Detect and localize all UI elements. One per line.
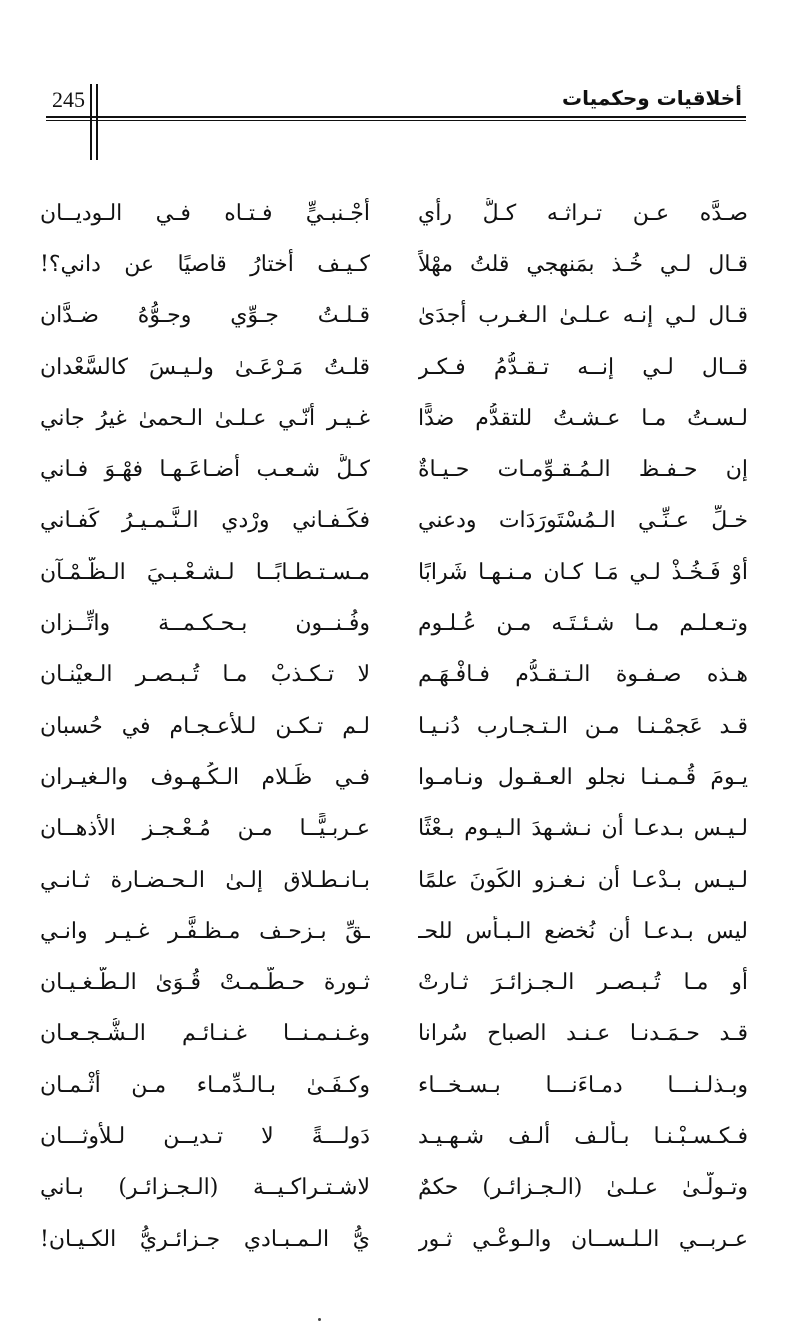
verse-second-hemistich: مـسـتـطـابًــا لـشـعْـبـيَ الـظَّـمْـآن	[40, 559, 370, 585]
verse-second-hemistich: قلـتُ مَـرْعَـىٰ ولـيـسَ كالسَّعْدان	[40, 354, 370, 380]
verse-row	[40, 1111, 748, 1162]
verse-second-hemistich: كـيـف أختارُ قاصيًا عن داني؟!	[40, 251, 370, 277]
verse-first-hemistich: لـيـس بـدْعـا أن نـغـزو الكَونَ علمًا	[418, 867, 748, 893]
verse-second-hemistich: وغـنـمـنــا غـنـائـم الـشُّـجـعـان	[40, 1021, 370, 1047]
verse-first-hemistich: إن حـفـظ الـمُـقـوِّمـات حـيـاةٌ	[418, 457, 748, 483]
verse-row	[40, 650, 748, 701]
header-rule-thin	[46, 120, 746, 121]
verse-second-hemistich: وكـفَـىٰ بـالـدِّمـاء مـن أثْـمـان	[40, 1072, 370, 1098]
verse-first-hemistich: لـيـس بـدعـا أن نـشـهدَ الـيـوم بـعْثًا	[418, 816, 748, 842]
verse-row	[40, 701, 748, 752]
verse-row	[40, 393, 748, 444]
page-number: 245	[52, 87, 85, 112]
verse-second-hemistich: قـلـتُ جـوِّي وجـوُّهُ ضـدَّان	[40, 303, 370, 329]
verse-first-hemistich: قـد عَجمْـنـا مـن الـتـجـارب دُنـيـا	[418, 713, 748, 739]
verse-second-hemistich: لاشـتـراكـيــة (الـجـزائـر) بـاني	[40, 1175, 370, 1201]
verse-second-hemistich: وفُـنــون بـحـكـمــة واتِّــزان	[40, 611, 370, 637]
verse-first-hemistich: قـال لـي إنـه عـلـىٰ الـغـرب أجدَىٰ	[418, 303, 748, 329]
verse-row	[40, 291, 748, 342]
verse-row	[40, 188, 748, 239]
verse-row	[40, 906, 748, 957]
verse-first-hemistich: لـسـتُ مـا عـشـتُ للتقدُّم ضدًّا	[418, 405, 748, 431]
verse-row	[40, 1214, 748, 1265]
verse-row	[40, 496, 748, 547]
verse-first-hemistich: خـلِّ عـنِّـي الـمُسْتَورَدَات ودعني	[418, 508, 748, 534]
verse-first-hemistich: هـذه صـفـوة الـتـقـدُّم فـافْـهَـم	[418, 662, 748, 688]
running-header: أخلاقيات وحكميات	[562, 86, 742, 110]
verse-second-hemistich: كـلُّ شـعـب أضـاعَـهـا فهْـوَ فـاني	[40, 457, 370, 483]
verse-first-hemistich: قــال لـي إنــه تـقـدُّمُ فـكـر	[418, 354, 748, 380]
header-vertical-rule-right	[96, 84, 98, 160]
verse-second-hemistich: فـي ظَـلام الـكُـهـوف والـغيـران	[40, 764, 370, 790]
verse-first-hemistich: ليس بـدعـا أن نُخضع الـبـأس للحـ	[418, 918, 748, 944]
verse-second-hemistich: أجْـنبـيٍّ فـتـاه فـي الـوديــان	[40, 200, 370, 226]
header-vertical-rule-left	[90, 84, 92, 160]
verse-row	[40, 1060, 748, 1111]
verse-first-hemistich: صـدَّه عـن تـراثـه كـلُّ رأي	[418, 200, 748, 226]
verse-first-hemistich: يـومَ قُـمـنـا نجلو العـقـول ونـامـوا	[418, 764, 748, 790]
verse-row	[40, 957, 748, 1008]
verse-first-hemistich: قـال لـي خُـذ بمَنهجي قلتُ مهْلاً	[418, 251, 748, 277]
verse-row	[40, 1163, 748, 1214]
poem-body	[40, 188, 748, 1265]
verse-row	[40, 804, 748, 855]
verse-first-hemistich: عـربــي الـلـســان والـوعْـي ثـور	[418, 1226, 748, 1252]
page-speck	[318, 1318, 321, 1321]
verse-row	[40, 855, 748, 906]
verse-second-hemistich: لا تـكـذبْ مـا تُـبـصـر الـعيْنـان	[40, 662, 370, 688]
verse-second-hemistich: يُّ الـمـبـادي جـزائـريُّ الكـيـان!	[40, 1226, 370, 1252]
verse-first-hemistich: فـكـسـبْـنـا بـألـف ألـف شـهـيـد	[418, 1123, 748, 1149]
verse-row	[40, 239, 748, 290]
verse-first-hemistich: وتـولَّـىٰ عـلـىٰ (الـجـزائـر) حكمٌ	[418, 1175, 748, 1201]
verse-second-hemistich: ـقِّ بـزحـف مـظـفَّـر غـيـر وانـي	[40, 918, 370, 944]
verse-row	[40, 752, 748, 803]
verse-second-hemistich: غـيـر أنّـي عـلـىٰ الـحمىٰ غيرُ جاني	[40, 405, 370, 431]
verse-row	[40, 444, 748, 495]
verse-first-hemistich: أو مـا تُـبـصـر الـجـزائـرَ ثـارتْ	[418, 970, 748, 996]
verse-first-hemistich: وبـذلـنـــا دمـاءَنـــا بـسـخــاء	[418, 1072, 748, 1098]
verse-row	[40, 1009, 748, 1060]
verse-second-hemistich: عـربـيًّــا مـن مُـعْـجـز الأذهــان	[40, 816, 370, 842]
verse-second-hemistich: دَولـــةً لا تـديــن لـلأوثـــان	[40, 1123, 370, 1149]
verse-first-hemistich: قـد حـمَـدنـا عـنـد الصباح سُرانا	[418, 1021, 748, 1047]
verse-row	[40, 342, 748, 393]
verse-first-hemistich: أوْ فَـخُـذْ لـي مَـا كـان مـنـهـا شَرابًا	[418, 559, 748, 585]
header-rule	[46, 116, 746, 118]
verse-second-hemistich: لـم تـكـن لـلأعـجـام في حُسبان	[40, 713, 370, 739]
verse-second-hemistich: بـانـطـلاق إلـىٰ الـحـضـارة ثـانـي	[40, 867, 370, 893]
verse-row	[40, 598, 748, 649]
verse-first-hemistich: وتـعـلـم مـا شـئـتَـه مـن عُـلـوم	[418, 611, 748, 637]
verse-row	[40, 547, 748, 598]
verse-second-hemistich: فكَـفـاني ورْدي الـنَّـمـيـرُ كَفـاني	[40, 508, 370, 534]
verse-second-hemistich: ثـورة حـطَّـمـتْ قُـوَىٰ الـطُّـغـيـان	[40, 970, 370, 996]
